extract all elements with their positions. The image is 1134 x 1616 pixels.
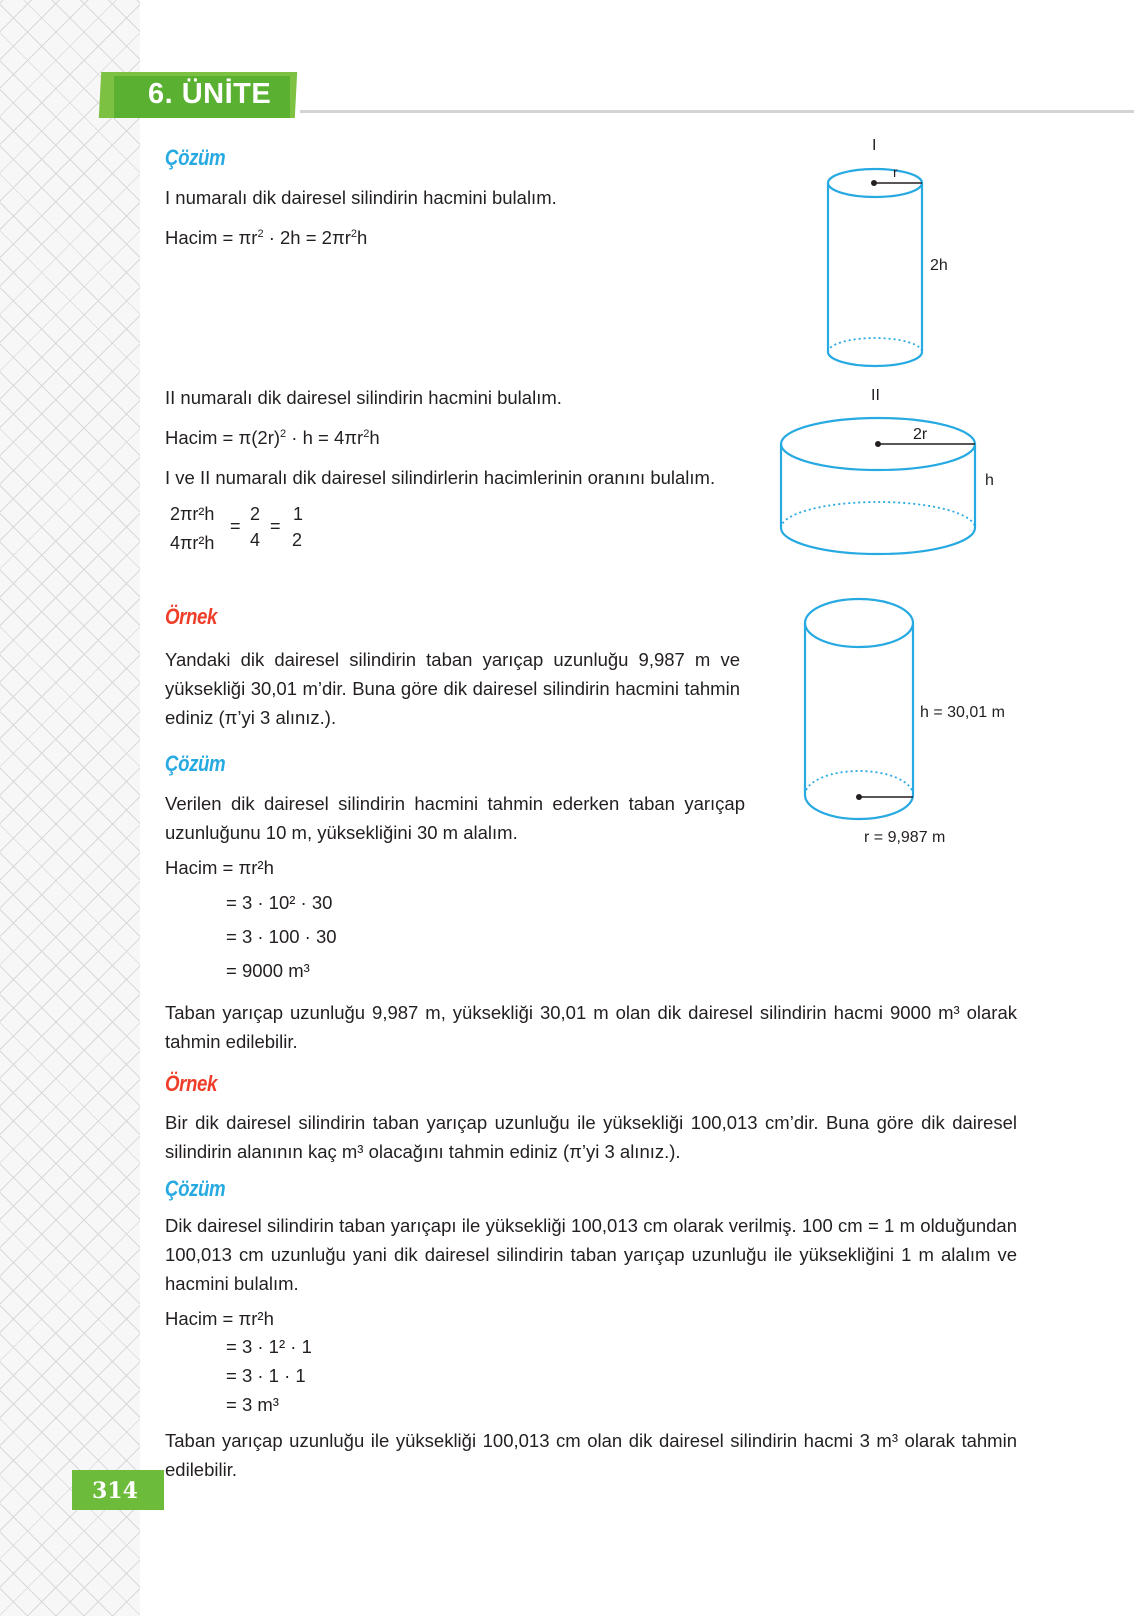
- example-text: Yandaki dik dairesel silindirin taban yarıçap uzunluğu 9,987 m ve yüksekliği 30,01 m’dir. Buna göre dik dairesel silindirin hacmini tahmin ediniz (π’yi 3 alınız.).: [165, 649, 740, 728]
- conclusion-text: Taban yarıçap uzunluğu 9,987 m, yüksekliği 30,01 m olan dik dairesel silindirin hacmi 9000 m³ olarak tahmin edilebilir.: [165, 1002, 1017, 1052]
- cylinder-1-bottom-front: [828, 352, 922, 366]
- formula-step: Hacim = πr²h: [165, 857, 274, 878]
- text-line: I ve II numaralı dik dairesel silindirlerin hacimlerinin oranını bulalım.: [165, 467, 716, 488]
- cylinder-2-bottom-front: [781, 528, 975, 554]
- ratio-numerator-1: 2πr²h: [170, 504, 215, 524]
- ratio-numerator-2: 2: [250, 504, 261, 524]
- page-number: 314: [92, 1478, 138, 1504]
- ratio-denominator-2: 4: [250, 530, 261, 550]
- figure-3-radius: r = 9,987 m: [864, 829, 946, 846]
- ratio-denominator-1: 4πr²h: [170, 533, 215, 553]
- figure-2-height: h: [985, 472, 994, 489]
- solution-heading: Çözüm: [165, 751, 226, 776]
- formula-step: = 3 · 1² · 1: [226, 1336, 312, 1357]
- formula-step: = 3 · 1 · 1: [226, 1365, 306, 1386]
- formula-step: = 3 · 100 · 30: [226, 926, 337, 947]
- conclusion-text: Taban yarıçap uzunluğu ile yüksekliği 100,013 cm olan dik dairesel silindirin hacmi 3 m³ olarak tahmin edilebilir.: [165, 1430, 1017, 1480]
- example-text: Bir dik dairesel silindirin taban yarıçap uzunluğu ile yüksekliği 100,013 cm’dir. Buna göre dik dairesel silindirin alanının kaç m³ olacağını tahmin ediniz (π’yi 3 alınız.).: [165, 1112, 1017, 1162]
- formula-volume-1: Hacim = $\pi r^2 \cdot 2h = 2\pi r^2h$: [165, 227, 368, 248]
- figure-1-height: 2h: [930, 257, 948, 274]
- example-heading: Örnek: [165, 1071, 217, 1096]
- text-line: I numaralı dik dairesel silindirin hacmini bulalım.: [165, 187, 557, 208]
- equals-sign: =: [230, 516, 241, 536]
- figure-3-height: h = 30,01 m: [920, 704, 1005, 721]
- figure-2-label: II: [871, 387, 880, 404]
- solution-text: Dik dairesel silindirin taban yarıçapı ile yüksekliği 100,013 cm olarak verilmiş. 100 cm = 1 m olduğundan 100,013 cm uzunluğu yani dik dairesel silindirin taban yarıçap uzunluğu ile yüksekliğini 1 m alalım ve hacmini bulalım.: [165, 1215, 1017, 1294]
- example-heading: Örnek: [165, 604, 217, 629]
- solution-text: Verilen dik dairesel silindirin hacmini tahmin ederken taban yarıçap uzunluğunu 10 m, yüksekliğini 30 m alalım.: [165, 793, 745, 843]
- figure-1-label: I: [872, 137, 877, 154]
- figure-2-radius: 2r: [913, 426, 928, 443]
- figure-1-radius: r: [893, 164, 898, 180]
- formula-step: Hacim = πr²h: [165, 1308, 274, 1329]
- solution-heading: Çözüm: [165, 1176, 226, 1201]
- ratio-numerator-3: 1: [293, 504, 304, 524]
- equals-sign: =: [270, 516, 281, 536]
- text-line: II numaralı dik dairesel silindirin hacmini bulalım.: [165, 387, 562, 408]
- formula-step: = 3 m³: [226, 1394, 279, 1415]
- formula-step: = 9000 m³: [226, 960, 310, 981]
- cylinder-3-top: [805, 599, 913, 647]
- unit-title: 6. ÜNİTE: [148, 78, 272, 110]
- ratio-denominator-3: 2: [292, 530, 303, 550]
- solution-heading: Çözüm: [165, 145, 226, 170]
- formula-step: = 3 · 10² · 30: [226, 892, 333, 913]
- formula-volume-2: Hacim = $\pi(2r)^2 \cdot h = 4\pi r^2h$: [165, 427, 380, 448]
